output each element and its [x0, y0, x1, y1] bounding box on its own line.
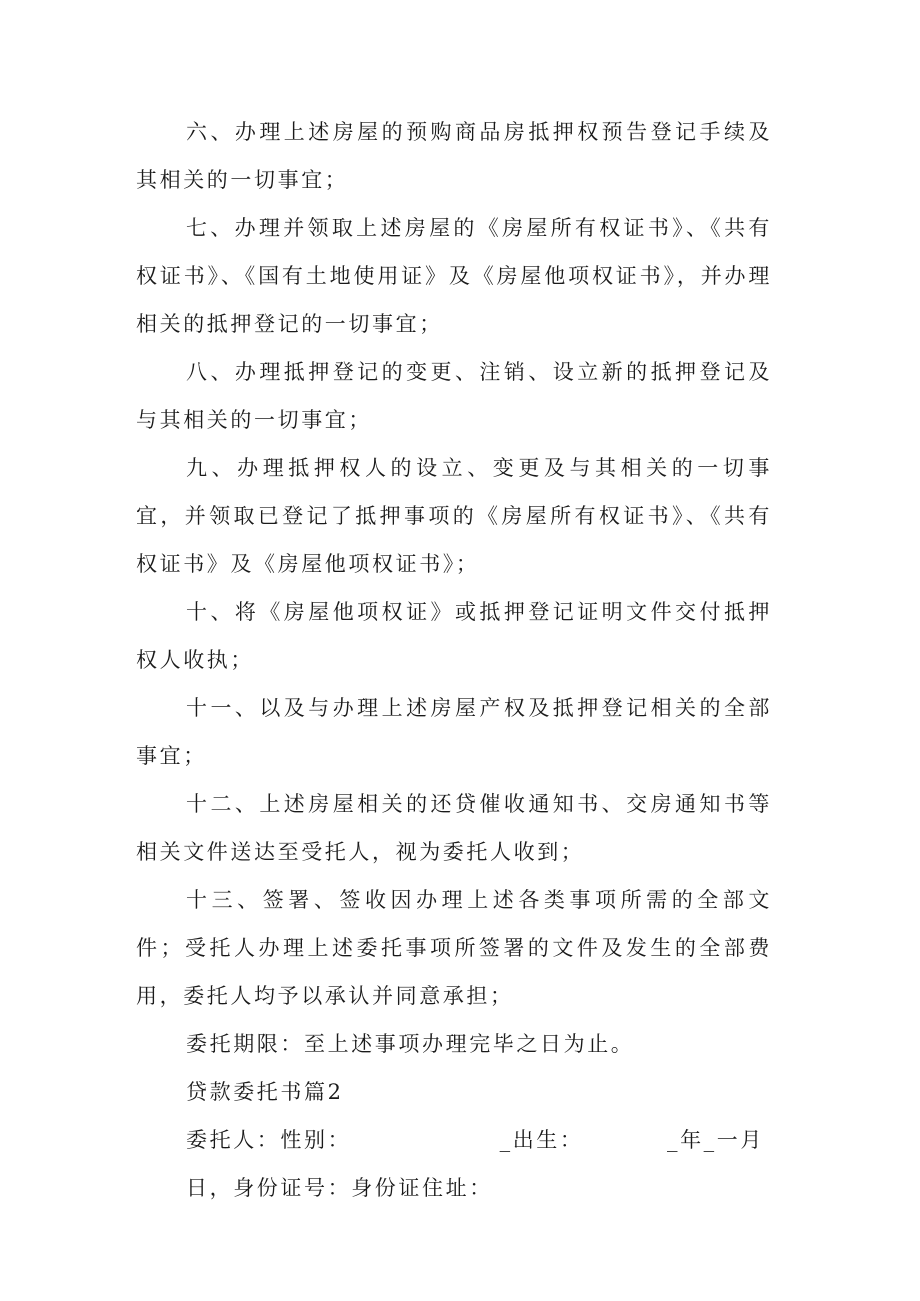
clause-12: 十二、上述房屋相关的还贷催收通知书、交房通知书等相关文件送达至受托人，视为委托人收到； — [136, 792, 772, 864]
id-line: 日，身份证号：身份证住址： — [186, 1176, 493, 1200]
clause-13: 十三、签署、签收因办理上述各类事项所需的全部文件；受托人办理上述委托事项所签署的文件及发生的全部费用，委托人均予以承认并同意承担； — [136, 888, 772, 1008]
clause-8: 八、办理抵押登记的变更、注销、设立新的抵押登记及与其相关的一切事宜； — [136, 360, 772, 432]
clause-11: 十一、以及与办理上述房屋产权及抵押登记相关的全部事宜； — [136, 696, 772, 768]
clause-7: 七、办理并领取上述房屋的《房屋所有权证书》、《共有权证书》、《国有土地使用证》及《房屋他项权证书》，并办理相关的抵押登记的一切事宜； — [136, 216, 772, 336]
term-line: 委托期限：至上述事项办理完毕之日为止。 — [186, 1032, 635, 1056]
section-title: 贷款委托书篇2 — [186, 1080, 344, 1104]
clause-9: 九、办理抵押权人的设立、变更及与其相关的一切事宜，并领取已登记了抵押事项的《房屋所有权证书》、《共有权证书》及《房屋他项权证书》； — [136, 456, 772, 576]
principal-line: 委托人：性别： _出生： _年_一月 — [186, 1128, 764, 1152]
clause-10: 十、将《房屋他项权证》或抵押登记证明文件交付抵押权人收执； — [136, 600, 772, 672]
document-body — [136, 108, 772, 1212]
clause-6: 六、办理上述房屋的预购商品房抵押权预告登记手续及其相关的一切事宜； — [136, 120, 772, 192]
